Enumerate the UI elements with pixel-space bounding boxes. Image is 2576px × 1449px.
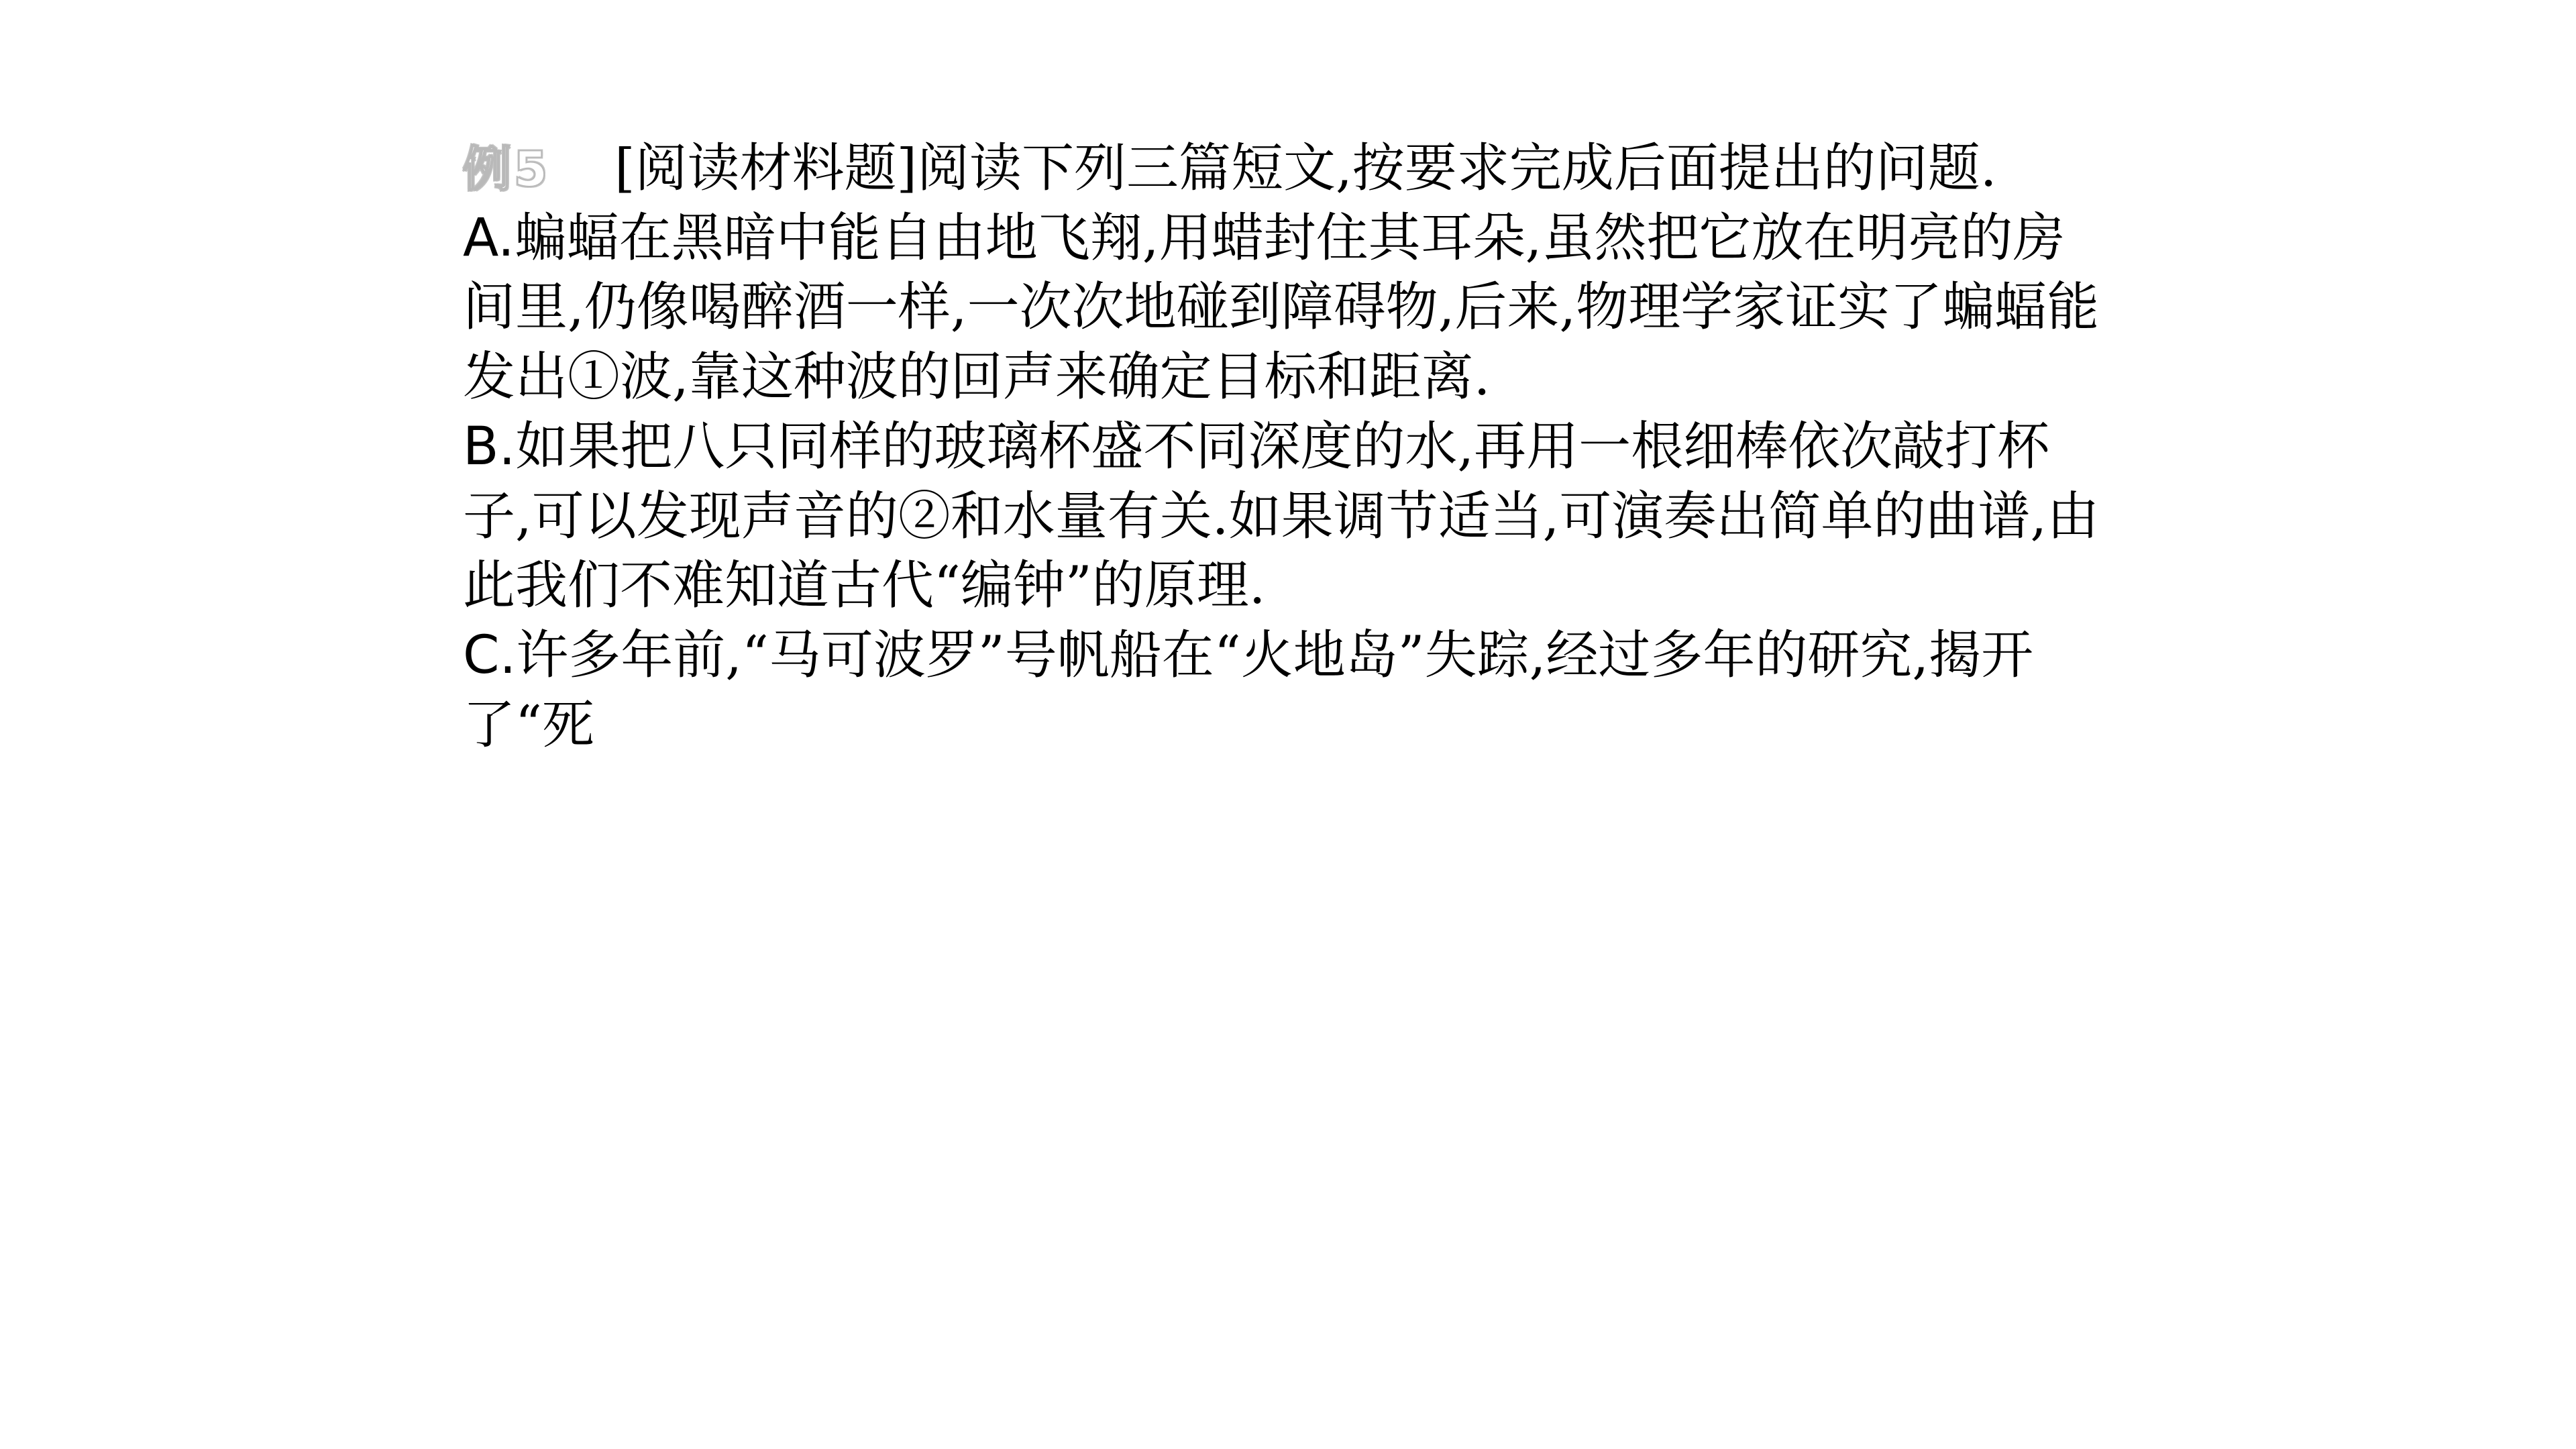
example-number-label: 例5 [463, 141, 551, 197]
passage-a [463, 204, 2113, 413]
document-content [463, 134, 2113, 761]
passage-b [463, 413, 2113, 621]
passage-b-label: B. [463, 416, 516, 477]
example-prompt-text: [阅读材料题]阅读下列三篇短文,按要求完成后面提出的问题. [614, 138, 1997, 199]
passage-a-label: A. [463, 207, 515, 268]
passage-a-text: 蝙蝠在黑暗中能自由地飞翔,用蜡封住其耳朵,虽然把它放在明亮的房间里,仍像喝醉酒一样,一次次地碰到障碍物,后来,物理学家证实了蝙蝠能发出①波,靠这种波的回声来确定目标和距离. [463, 207, 2100, 408]
example-heading [463, 134, 2113, 204]
passage-c [463, 621, 2113, 760]
passage-b-text: 如果把八只同样的玻璃杯盛不同深度的水,再用一根细棒依次敲打杯子,可以发现声音的②和水量有关.如果调节适当,可演奏出简单的曲谱,由此我们不难知道古代“编钟”的原理. [463, 416, 2100, 616]
passage-c-label: C. [463, 625, 517, 686]
passage-c-text: 许多年前,“马可波罗”号帆船在“火地岛”失踪,经过多年的研究,揭开了“死 [463, 625, 2034, 755]
